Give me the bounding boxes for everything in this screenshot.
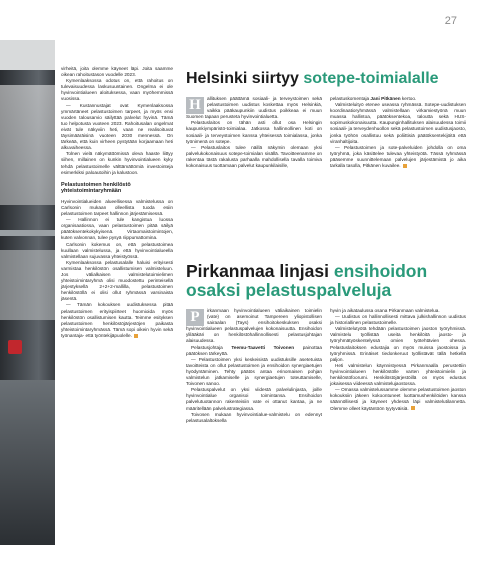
paragraph: Heti valmistelun käynnistyessä Pirkanmaalla perustettiin hyvinvointialueen henkilöstölle varten yhteistoimielin ja henkilöstöfoorumi. Henkilöstöjärjestöillä on myös edustus jokaisessa viideessä valmistelujaostossa. [330, 362, 466, 387]
paragraph: — Uudistus on hallinnollisesti mittava julkishallinnon uudistus ja historiallinen pelastustoimelle. [330, 314, 466, 326]
paragraph: hyvin ja aikataulussa osana Pirkanmaan valmistelua. [330, 308, 440, 313]
article-pirkanmaa [186, 262, 466, 424]
paragraph: Kymenlaaksossa odotus on, että rahoitus on tulevaisuudessa laskusuuntainen. Ongelma ei ole hyvinvointialueen aloituksessa, vaan myöhemmissä vuosissa. [61, 78, 173, 102]
article-helsinki [186, 70, 466, 169]
paragraph: H allituksen päättämä sosiaali- ja terveystoimen sekä pelastustoimen uudistus koskettaa myös Helsinkiä, vaikka pääkaupunkiin uudistus poikkeaa ei muun Suomen tapaan perusteta hyvinvointialuetta. [186, 96, 322, 120]
end-mark-icon [411, 406, 415, 410]
paragraph: virheitä, joita olemme käyneet läpi. Joita saamme oikean rahoitustason vuodelle 2023. [61, 66, 173, 78]
dropcap: P [186, 309, 204, 326]
paragraph: Valmisteluityö etenee useassa ryhmässä. Sotepe-uudistuksen koordinaatioryhmässä valmistellaan virkamiestyönä muun muassa hallintoa, päätöksentekoa, taloutta sekä HUS-sopimuskokonaisuutta. Kaupunginhallituksen alaisuudessa toimii sosiaali- ja terveydenhuollon sekä pelastustoimen uudistusjaosto, jonka työhön osallistuu sekä poliittisiä päätöksentekijöitä että viranhaltijoita. [330, 102, 466, 144]
paragraph: — Tämän kokouksen uudistuksessa pitää pelastustoimen erityispiirteet huomioida myös henkilöstön osallistumisen kautta. Teimme esityksen pelastustoimen henkilöstöjärjestöjen paikasta yhteistoimintaryhmässä. Tämä sopi oikein hyvin sekä työnantaja- että työntekijäpuolelle. [61, 302, 173, 338]
paragraph: — Omassa valmistelussamme olemme pelastustoimen jaoston kokouksiin jäkeen kokoontuneet luottamushenkilöiden kanssa säännöllisesti ja käyneet yhdessä läpi valmistelutilannetta. Olemme olleet käytäntöön tyytyväisiä. [330, 387, 466, 411]
paragraph: Pelastusjohtaja Teemu-Taavetti Toivonen painottaa päätöksen tärkeyttä. [186, 344, 322, 356]
paragraph: — Hallinnon ei tule kangistua luossa organisaatiossa, vaan pelastustoimen pitää säilyä päätöksentekokykyisenä. Virtaomaistoimintojen, kuten valvonnan, tulee pysyä riippumattomina. [61, 217, 173, 241]
article-column [186, 308, 322, 424]
article-headline: Pirkanmaa linjasi ensihoidon osaksi pelastuspalveluja [186, 261, 428, 300]
paragraph: Pelastuspalvelut on yksi viidestä palvelulinjasta, joille hyvinvointialue organisoi toimintansa. Ensihoidon palvelutuotannon rakenteisiin vate ei ottanut kantaa, ja ne määritellään palvelustrategiassa. [186, 387, 322, 411]
paragraph: Pelastuslaitos on tähän asti ollut osa Helsingin kaupunkiympäristö-toimialaa. Jatkossa hallinnollinen koti on sosiaali- ja terveystoimen kanssa yhteisessä toimialassa, jonka työnimenä on sotepe. [186, 120, 322, 144]
end-mark-icon [134, 334, 138, 338]
paragraph: — Kustannustajat ovat Kymenlaaksossa ymmärtäneet pelastustoimen tarpeet, ja myös ensi vuoden talousarvio säilyttää palvelut hyvinä. Tämä tuo helpotusta vuoteen 2023. Rahoitusalan ongelmat eivät tule näkyviin heti, vaan ne realisoituvat täysimääräisinä vuoteen 2030 mennessä. On tärkeää, että kuin virheen pystytään korjaamaan heti alkuvaiheessa. [61, 102, 173, 151]
paragraph: Toivosen mukaan hyvinvointialue-valmistelu on edennyt pelastusalaltoksella [186, 411, 322, 423]
paragraph: Carlsonin kokemus on, että pelastustoimea kuullaan valmistelussa, ja että hyvinvointialueella valmistellaan sujuvassa yhteistyössä. [61, 241, 173, 259]
article-column [186, 96, 322, 169]
paragraph: Tolnen vielä näkymättömissä oleva haaste liittyy siihen, millainen on kunkin hyvinvointialueen kyky tehdä pelastustoimelle välttämättömiä investointeja esimerkiksi paloautoihin ja kalustoon. [61, 151, 173, 175]
end-mark-icon [403, 164, 407, 168]
article-column [330, 96, 466, 169]
paragraph: — Pelastuslaitos tulee näillä näkymin olemaan yksi palvelukokonaisuus sotepe-toimialan sisällä. Tavoitteenamme on rakentaa tästä rakalusta parhaalla mahdollisella tavalla toimiva kokonaisuus tuottamaan palvelut kaupunkilaisille, [186, 144, 322, 169]
paragraph: pelastuskomentaja Jani Pitkänen kertoo. [330, 96, 417, 101]
side-photo [0, 40, 55, 545]
section-subhead: Pelastustoimen henkilöstö yhteistoimintaryhmään [61, 181, 131, 195]
paragraph: Hyvinvointialueiden alueellisessa valmistelussa on Carlsonin mukaan olleellista tuoda esiin pelastustoimen tarpeet hallinnon järjestämisessä. [61, 198, 173, 217]
left-text-column [61, 66, 173, 339]
paragraph: — Pelastustoimen yksi keskeisistä uudistuksille asetetuista tavoitteista on ollut pelastustoimen ja ensihoidon synergiaetujen hyödyntäminen. Tehty päätös antaa erinomaisen pohjan valmistelun jatkamiselle ja synergiaetujen toteuttamiselle, Toivonen sanoo. [186, 356, 322, 387]
paragraph: — Pelastustoimen ja sote-palveluiden johdolla on oma työryhmä, joka käsittelee tulevaa yhteistyötä. Tässä ryhmässä pääsemme suunnittelemaan palvelujen järjestämistä jo aika tarkalla tasolla, Pitkänen kuvailee. [330, 144, 466, 169]
paragraph: Valmistelutyötä tehdään pelastustoimen jaoston työryhmissä. Valmistelu työllistää useita henkilöitä jaosto- ja työryhmätyöskentelyssä omien työtehtävien ohessa. Pelastuslaitoksen edustajia on myös muissa jaostoissa ja työryhmissä. Erinäiset tiedonkeruut työllistävät tällä hetkellä paljon. [330, 326, 466, 362]
article-column [330, 308, 466, 424]
page-number: 27 [444, 15, 457, 27]
paragraph: Kymenlaaksossa pelastusalalle haluisi erityisesti varmistaa henkilöstön osallistumisen valmisteluun. Jos välialkaisen valmistelutoimielimen yhteistoimintaryhmä olisi muodostettu perinteisellä järjestyksellä 2+2+2-mallilla, pelastustoimen henkilöstöllä ei olisi ollut ryhmässä varsinaista jäsentä. [61, 259, 173, 302]
paragraph: P irkanmaan hyvinvointialueen väliaikainen toimielin (vate) on asemoinut Tampereen yliopistollisen sairaalan (Tays) ensihoitokeskuksen osaksi hyvinvointialueen pelastuspalvelujen kokonaisuutta. Ensihoidon ylilääkäri on henkilöstöhallinnollisesti pelastusjohtajan alaisuudessa. [186, 308, 322, 344]
article-headline: Helsinki siirtyy sotepe-toimialalle [186, 70, 439, 87]
dropcap: H [186, 97, 204, 114]
